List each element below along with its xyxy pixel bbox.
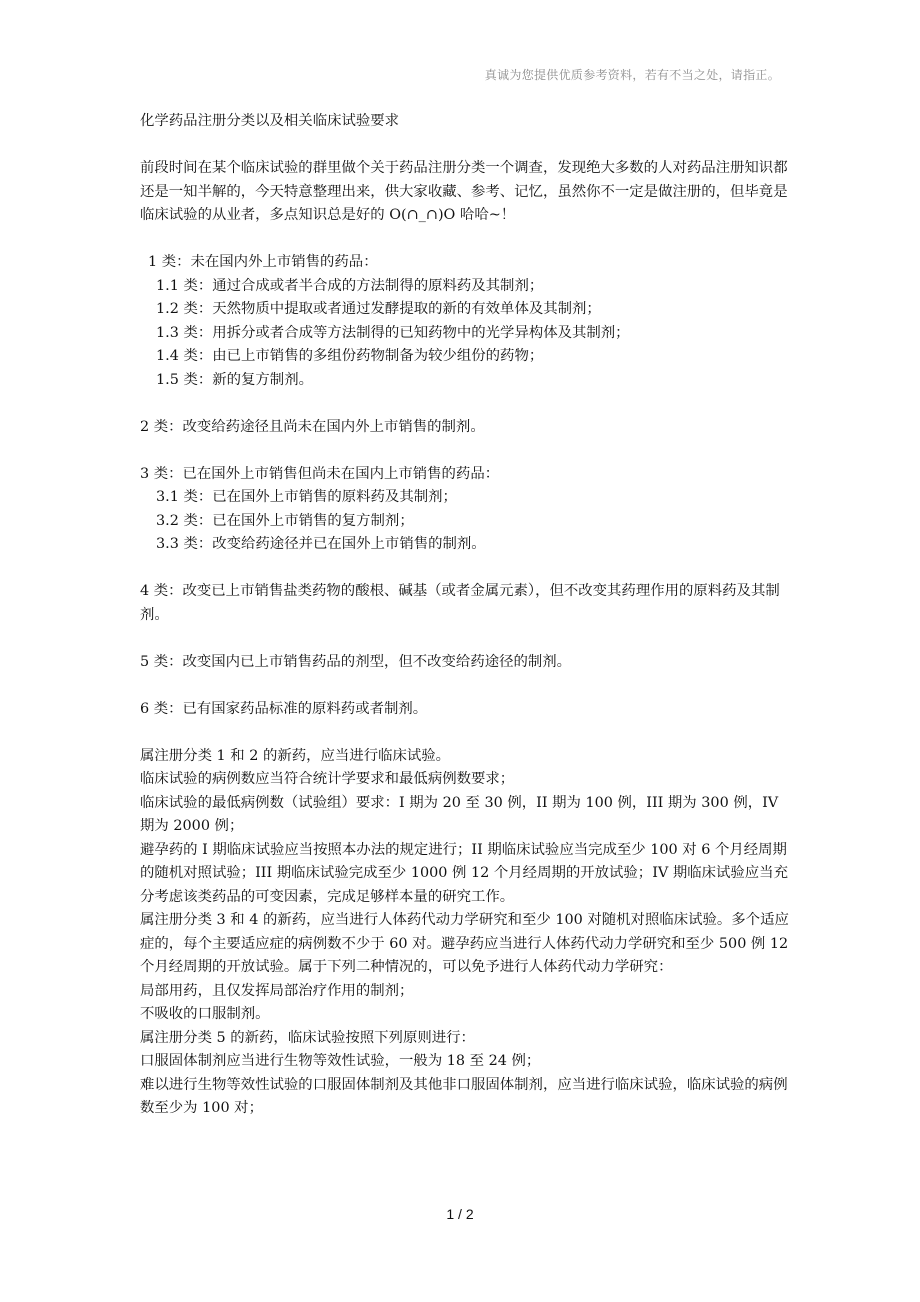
class1-item: 1.1 类：通过合成或者半合成的方法制得的原料药及其制剂； xyxy=(156,277,544,294)
class4-paragraph: 4 类：改变已上市销售盐类药物的酸根、碱基（或者金属元素），但不改变其药理作用的原料药及其制剂。 xyxy=(140,583,780,623)
page-total: 2 xyxy=(465,1206,474,1222)
requirement-line: 难以进行生物等效性试验的口服固体制剂及其他非口服固体制剂，应当进行临床试验，临床试验的病例数至少为 100 对； xyxy=(140,1076,788,1116)
class3-item: 3.2 类：已在国外上市销售的复方制剂； xyxy=(156,512,414,529)
page-separator: / xyxy=(454,1206,466,1222)
page-current: 1 xyxy=(446,1206,455,1222)
requirement-line: 属注册分类 5 的新药，临床试验按照下列原则进行： xyxy=(140,1029,475,1046)
document-title: 化学药品注册分类以及相关临床试验要求 xyxy=(140,113,400,129)
class1-heading: 1 类：未在国内外上市销售的药品： xyxy=(148,254,378,270)
class3-item: 3.3 类：改变给药途径并已在国外上市销售的制剂。 xyxy=(156,536,486,552)
requirement-line: 临床试验的病例数应当符合统计学要求和最低病例数要求； xyxy=(140,771,515,787)
requirement-line: 临床试验的最低病例数（试验组）要求：I 期为 20 至 30 例，II 期为 100 例，III 期为 300 例，IV 期为 2000 例； xyxy=(140,794,779,834)
class2-paragraph: 2 类：改变给药途径且尚未在国内外上市销售的制剂。 xyxy=(140,418,485,435)
class6-paragraph: 6 类：已有国家药品标准的原料药或者制剂。 xyxy=(140,700,428,717)
class1-item: 1.4 类：由已上市销售的多组份药物制备为较少组份的药物； xyxy=(156,348,544,364)
class3-heading: 3 类：已在国外上市销售但尚未在国内上市销售的药品： xyxy=(140,465,500,482)
requirement-line: 属注册分类 3 和 4 的新药，应当进行人体药代动力学研究和至少 100 对随机对照临床试验。多个适应症的，每个主要适应症的病例数不少于 60 对。避孕药应当进行人体药代动力学研究和至少 500 例 12 个月经周期的开放试验。属于下列二种情况的，可以免予进行人体药代动力学研究： xyxy=(140,912,789,975)
header-note: 真诚为您提供优质参考资料，若有不当之处，请指正。 xyxy=(484,68,780,82)
class5-paragraph: 5 类：改变国内已上市销售药品的剂型，但不改变给药途径的制剂。 xyxy=(140,653,572,670)
class3-item: 3.1 类：已在国外上市销售的原料药及其制剂； xyxy=(156,489,457,505)
requirement-line: 属注册分类 1 和 2 的新药，应当进行临床试验。 xyxy=(140,747,451,764)
class1-item: 1.2 类：天然物质中提取或者通过发酵提取的新的有效单体及其制剂； xyxy=(156,301,601,317)
document-body xyxy=(140,110,790,1121)
class1-item: 1.3 类：用拆分或者合成等方法制得的已知药物中的光学异构体及其制剂； xyxy=(156,324,630,341)
requirement-line: 口服固体制剂应当进行生物等效性试验，一般为 18 至 24 例； xyxy=(140,1053,541,1069)
requirement-line: 不吸收的口服制剂。 xyxy=(140,1006,270,1022)
requirement-line: 局部用药，且仅发挥局部治疗作用的制剂； xyxy=(140,982,414,999)
requirement-line: 避孕药的 I 期临床试验应当按照本办法的规定进行；II 期临床试验应当完成至少 100 对 6 个月经周期的随机对照试验；III 期临床试验完成至少 1000 例 12 个月经周期的开放试验；IV 期临床试验应当充分考虑该类药品的可变因素，完成足够样本量的研究工作。 xyxy=(140,841,788,905)
page-number xyxy=(0,1206,920,1222)
intro-paragraph: 前段时间在某个临床试验的群里做个关于药品注册分类一个调查，发现绝大多数的人对药品注册知识都还是一知半解的，今天特意整理出来，供大家收藏、参考、记忆，虽然你不一定是做注册的，但毕竟是临床试验的从业者，多点知识总是好的 O(∩_∩)O 哈哈~！ xyxy=(140,160,788,223)
class1-item: 1.5 类：新的复方制剂。 xyxy=(156,371,313,388)
